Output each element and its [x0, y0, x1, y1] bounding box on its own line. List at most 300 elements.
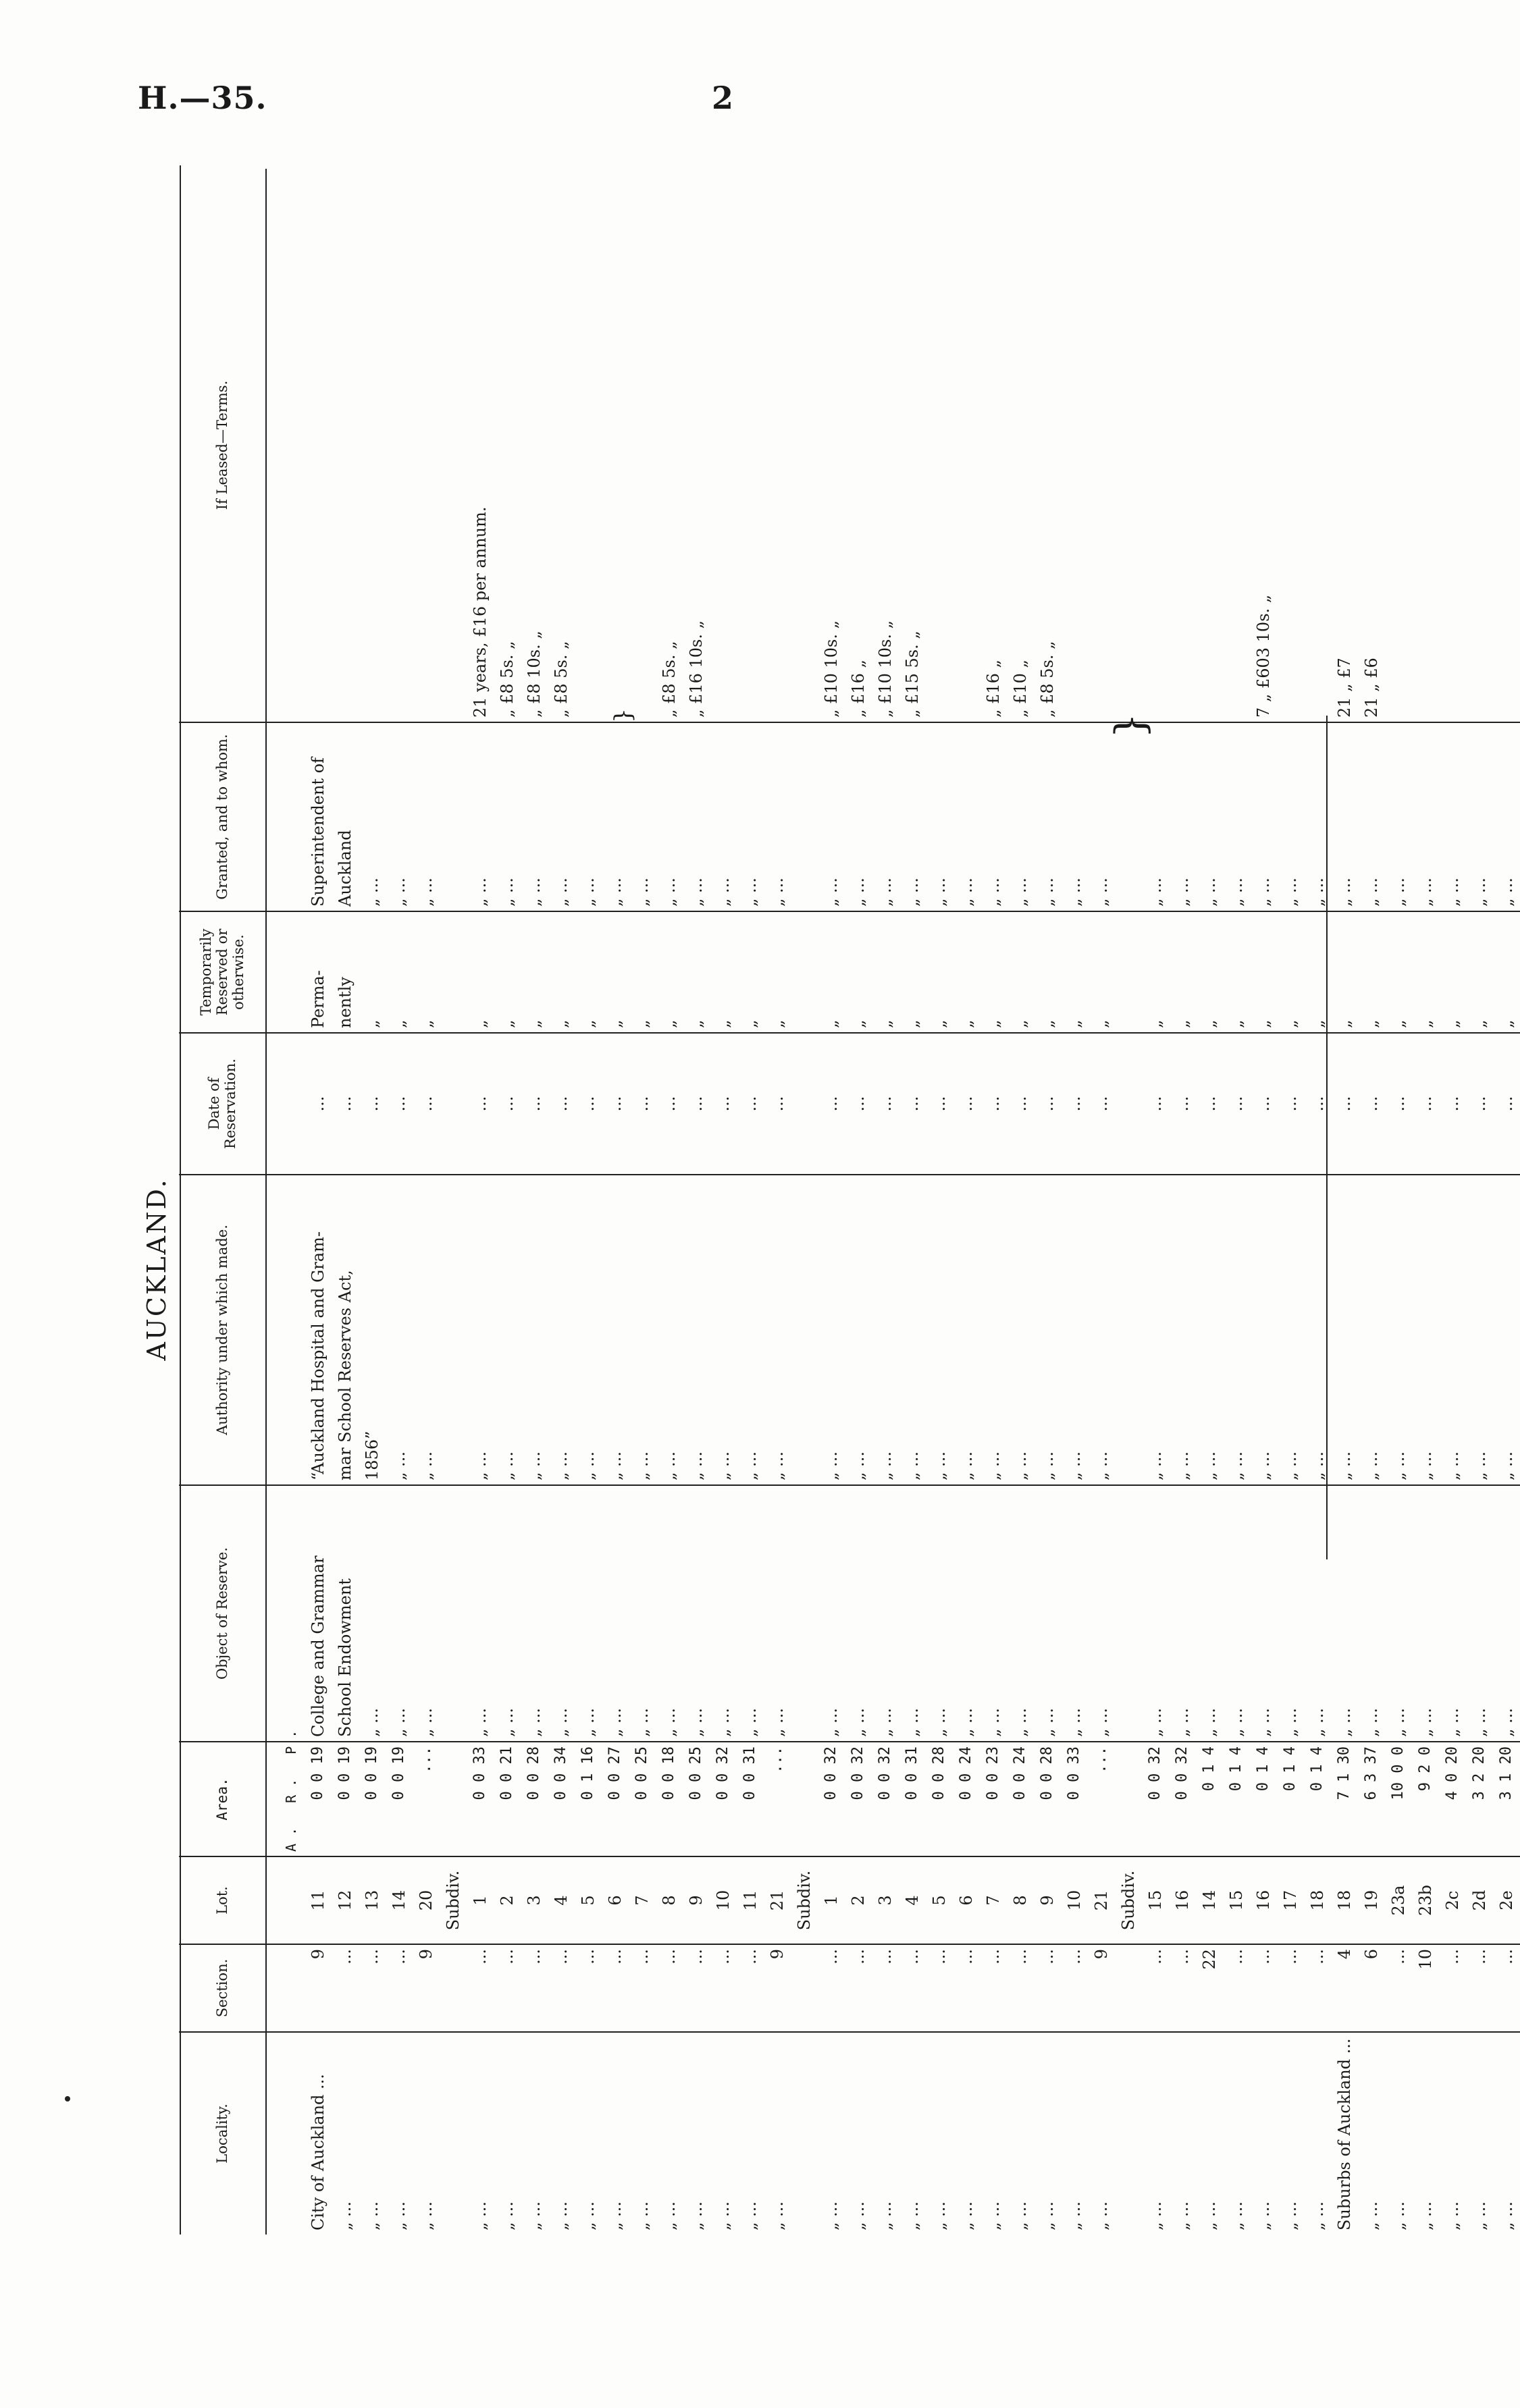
cell-date: ...	[872, 1033, 899, 1175]
cell-section: ...	[494, 1944, 521, 2032]
cell-temporarily: „	[1088, 911, 1115, 1033]
cell-lot: Subdiv.	[1115, 1856, 1142, 1944]
cell-area: 3 2 20	[1466, 1742, 1493, 1856]
cell-object: „ ...	[386, 1485, 413, 1742]
cell-date: ...	[467, 1033, 494, 1175]
cell-authority: „ ...	[872, 1175, 899, 1485]
cell-area: 0 0 33	[1061, 1742, 1088, 1856]
cell-lot: 6	[602, 1856, 629, 1944]
cell-temporarily: „	[1250, 911, 1277, 1033]
cell-terms	[629, 169, 656, 722]
cell-date: ...	[332, 1033, 359, 1175]
cell-terms: „ £10 „	[1011, 660, 1030, 718]
cell-section: ...	[683, 1944, 710, 2032]
cell-locality: „ ...	[359, 2032, 386, 2235]
cell-date: ...	[602, 1033, 629, 1175]
cell-section: 9	[1088, 1944, 1115, 2032]
cell-date: ...	[1493, 1033, 1520, 1175]
cell-authority: „ ...	[1358, 1175, 1385, 1485]
cell-area: 0 1 4	[1250, 1742, 1277, 1856]
cell-section: ...	[737, 1944, 764, 2032]
column-header-object: Object of Reserve.	[179, 1485, 266, 1742]
cell-section: 6	[1358, 1944, 1385, 2032]
cell-temporarily: „	[926, 911, 953, 1033]
cell-authority: „ ...	[494, 1175, 521, 1485]
cell-authority: „ ...	[629, 1175, 656, 1485]
cell-section: ...	[1304, 1944, 1331, 2032]
column-header-lot: Lot.	[179, 1856, 266, 1944]
table-row	[332, 169, 359, 2235]
cell-terms: „ £10 10s. „	[822, 620, 841, 718]
cell-terms	[791, 169, 818, 722]
cell-object: „ ...	[413, 1485, 440, 1742]
cell-temporarily: „	[359, 911, 386, 1033]
cell-temporarily: „	[1493, 911, 1520, 1033]
cell-date: ...	[1250, 1033, 1277, 1175]
cell-section	[1115, 1944, 1142, 2032]
cell-area: ...	[413, 1742, 440, 1856]
cell-locality: „ ...	[1007, 2032, 1034, 2235]
cell-area: 0 0 31	[737, 1742, 764, 1856]
cell-area: 0 0 34	[548, 1742, 575, 1856]
cell-area: 3 1 20	[1493, 1742, 1520, 1856]
cell-area: 0 0 31	[899, 1742, 926, 1856]
cell-locality: Suburbs of Auckland ...	[1331, 2032, 1358, 2235]
cell-date: ...	[737, 1033, 764, 1175]
cell-temporarily: „	[1196, 911, 1223, 1033]
column-header-date: Date of Reservation.	[179, 1033, 266, 1175]
column-header-temporarily: Temporarily Reserved or otherwise.	[179, 911, 266, 1033]
table-header-row	[179, 169, 266, 2235]
cell-object: „ ...	[737, 1485, 764, 1742]
table-row	[710, 169, 737, 2235]
cell-area: ...	[1088, 1742, 1115, 1856]
cell-date	[1115, 1033, 1142, 1175]
cell-section: ...	[359, 1944, 386, 2032]
cell-object: „ ...	[1277, 1485, 1304, 1742]
cell-area: 0 0 28	[926, 1742, 953, 1856]
cell-section: ...	[710, 1944, 737, 2032]
cell-authority: „ ...	[1304, 1175, 1331, 1485]
cell-granted: „ ...	[926, 722, 953, 911]
cell-terms: 21 „ £7	[1335, 658, 1354, 718]
cell-section: ...	[629, 1944, 656, 2032]
cell-section: 10	[1412, 1944, 1439, 2032]
brace-mark: }	[609, 708, 637, 723]
table-row	[1196, 169, 1223, 2235]
cell-date: ...	[926, 1033, 953, 1175]
cell-temporarily: „	[602, 911, 629, 1033]
cell-terms: 21 years, £16 per annum.	[471, 506, 490, 718]
cell-section: ...	[818, 1944, 845, 2032]
cell-lot: 18	[1331, 1856, 1358, 1944]
cell-authority: „ ...	[1493, 1175, 1520, 1485]
cell-authority: mar School Reserves Act,	[332, 1175, 359, 1485]
cell-object: „ ...	[953, 1485, 980, 1742]
cell-locality: „ ...	[494, 2032, 521, 2235]
cell-authority	[791, 1175, 818, 1485]
cell-date: ...	[1385, 1033, 1412, 1175]
cell-authority: „ ...	[413, 1175, 440, 1485]
reserves-table-rotated	[179, 169, 1516, 2235]
cell-granted: „ ...	[1169, 722, 1196, 911]
cell-locality: „ ...	[737, 2032, 764, 2235]
cell-object: „ ...	[575, 1485, 602, 1742]
cell-temporarily: „	[899, 911, 926, 1033]
table-row	[494, 169, 521, 2235]
cell-section: ...	[845, 1944, 872, 2032]
cell-granted: „ ...	[1331, 722, 1358, 911]
cell-section: ...	[575, 1944, 602, 2032]
page-number: 2	[712, 80, 734, 116]
cell-granted: „ ...	[980, 722, 1007, 911]
cell-lot: 8	[1007, 1856, 1034, 1944]
cell-object: „ ...	[521, 1485, 548, 1742]
column-header-authority: Authority under which made.	[179, 1175, 266, 1485]
cell-area: 0 0 32	[710, 1742, 737, 1856]
table-row	[791, 169, 818, 2235]
cell-object: „ ...	[359, 1485, 386, 1742]
table-row	[1142, 169, 1169, 2235]
cell-lot: 2d	[1466, 1856, 1493, 1944]
cell-granted: Superintendent of	[305, 722, 332, 911]
cell-terms	[1223, 169, 1250, 722]
cell-terms	[926, 169, 953, 722]
cell-granted: „ ...	[953, 722, 980, 911]
cell-lot: 3	[872, 1856, 899, 1944]
table-row	[413, 169, 440, 2235]
cell-area: 0 0 25	[629, 1742, 656, 1856]
cell-terms: „ £8 5s. „	[498, 641, 517, 718]
cell-lot: 12	[332, 1856, 359, 1944]
cell-lot: 11	[737, 1856, 764, 1944]
cell-date: ...	[683, 1033, 710, 1175]
cell-granted: „ ...	[1412, 722, 1439, 911]
cell-locality: „ ...	[683, 2032, 710, 2235]
cell-lot: 3	[521, 1856, 548, 1944]
cell-object: „ ...	[980, 1485, 1007, 1742]
table-row	[521, 169, 548, 2235]
cell-locality: „ ...	[1169, 2032, 1196, 2235]
cell-date: ...	[629, 1033, 656, 1175]
table-row	[1007, 169, 1034, 2235]
cell-area: 7 1 30	[1331, 1742, 1358, 1856]
cell-authority: „ ...	[818, 1175, 845, 1485]
cell-section: ...	[332, 1944, 359, 2032]
cell-terms	[764, 169, 791, 722]
cell-granted: „ ...	[710, 722, 737, 911]
cell-terms: „ £16 „	[984, 660, 1003, 718]
cell-object: „ ...	[1250, 1485, 1277, 1742]
table-row	[1304, 169, 1331, 2235]
cell-object: „ ...	[710, 1485, 737, 1742]
cell-terms: „ £16 „	[849, 660, 868, 718]
cell-date: ...	[1142, 1033, 1169, 1175]
cell-temporarily: „	[494, 911, 521, 1033]
cell-temporarily: „	[521, 911, 548, 1033]
cell-locality: „ ...	[548, 2032, 575, 2235]
cell-granted: „ ...	[1358, 722, 1385, 911]
cell-authority: „ ...	[521, 1175, 548, 1485]
cell-temporarily: „	[1034, 911, 1061, 1033]
cell-area: 0 0 28	[521, 1742, 548, 1856]
cell-temporarily: „	[1412, 911, 1439, 1033]
cell-temporarily: „	[629, 911, 656, 1033]
cell-temporarily	[440, 911, 467, 1033]
cell-locality: „ ...	[1358, 2032, 1385, 2235]
cell-locality: „ ...	[1142, 2032, 1169, 2235]
cell-lot: 8	[656, 1856, 683, 1944]
cell-authority: „ ...	[953, 1175, 980, 1485]
region-title: AUCKLAND.	[142, 1177, 172, 1361]
cell-object: „ ...	[1439, 1485, 1466, 1742]
cell-section: ...	[386, 1944, 413, 2032]
cell-terms	[413, 169, 440, 722]
cell-granted: Auckland	[332, 722, 359, 911]
cell-area: 0 0 24	[953, 1742, 980, 1856]
cell-date: ...	[548, 1033, 575, 1175]
cell-section: ...	[1385, 1944, 1412, 2032]
cell-locality: „ ...	[1034, 2032, 1061, 2235]
table-row	[1223, 169, 1250, 2235]
cell-object: „ ...	[1007, 1485, 1034, 1742]
cell-section: ...	[1493, 1944, 1520, 2032]
cell-section: ...	[1466, 1944, 1493, 2032]
cell-granted	[1115, 722, 1142, 911]
cell-lot: 10	[710, 1856, 737, 1944]
cell-terms	[332, 169, 359, 722]
cell-temporarily: „	[467, 911, 494, 1033]
cell-authority: „ ...	[467, 1175, 494, 1485]
cell-granted: „ ...	[359, 722, 386, 911]
cell-granted: „ ...	[818, 722, 845, 911]
cell-lot: 18	[1304, 1856, 1331, 1944]
cell-lot: 17	[1277, 1856, 1304, 1944]
cell-terms	[1304, 169, 1331, 722]
cell-locality: „ ...	[980, 2032, 1007, 2235]
cell-authority: „ ...	[710, 1175, 737, 1485]
cell-section: ...	[521, 1944, 548, 2032]
cell-temporarily: nently	[332, 911, 359, 1033]
cell-object: „ ...	[683, 1485, 710, 1742]
cell-section: ...	[953, 1944, 980, 2032]
table-row	[980, 169, 1007, 2235]
cell-temporarily: „	[1223, 911, 1250, 1033]
cell-object: „ ...	[845, 1485, 872, 1742]
cell-temporarily	[791, 911, 818, 1033]
table-row	[1385, 169, 1412, 2235]
cell-granted: „ ...	[575, 722, 602, 911]
cell-temporarily: „	[1439, 911, 1466, 1033]
cell-locality: „ ...	[575, 2032, 602, 2235]
cell-section: 9	[305, 1944, 332, 2032]
cell-authority: „ ...	[1169, 1175, 1196, 1485]
cell-section: ...	[899, 1944, 926, 2032]
cell-temporarily: „	[683, 911, 710, 1033]
cell-date: ...	[899, 1033, 926, 1175]
cell-area	[1115, 1742, 1142, 1856]
table-row	[629, 169, 656, 2235]
cell-object: „ ...	[1385, 1485, 1412, 1742]
cell-area: 0 0 23	[980, 1742, 1007, 1856]
cell-date: ...	[953, 1033, 980, 1175]
cell-authority: „ ...	[926, 1175, 953, 1485]
cell-temporarily: Perma-	[305, 911, 332, 1033]
cell-date: ...	[521, 1033, 548, 1175]
cell-temporarily: „	[818, 911, 845, 1033]
table-row	[764, 169, 791, 2235]
cell-temporarily: „	[710, 911, 737, 1033]
cell-section: ...	[1169, 1944, 1196, 2032]
cell-object: „ ...	[1169, 1485, 1196, 1742]
cell-terms	[575, 169, 602, 722]
cell-date: ...	[494, 1033, 521, 1175]
table-row	[467, 169, 494, 2235]
cell-section: ...	[656, 1944, 683, 2032]
cell-authority: „ ...	[1007, 1175, 1034, 1485]
cell-section: ...	[1277, 1944, 1304, 2032]
cell-lot: 21	[1088, 1856, 1115, 1944]
cell-date: ...	[1277, 1033, 1304, 1175]
cell-section: ...	[926, 1944, 953, 2032]
cell-terms	[1169, 169, 1196, 722]
cell-lot: Subdiv.	[791, 1856, 818, 1944]
cell-date: ...	[413, 1033, 440, 1175]
cell-granted: „ ...	[548, 722, 575, 911]
cell-object: „ ...	[1223, 1485, 1250, 1742]
cell-date: ...	[1358, 1033, 1385, 1175]
cell-area: 0 0 19	[386, 1742, 413, 1856]
cell-temporarily: „	[1358, 911, 1385, 1033]
cell-lot: 15	[1142, 1856, 1169, 1944]
cell-granted: „ ...	[1439, 722, 1466, 911]
cell-granted: „ ...	[521, 722, 548, 911]
cell-object: „ ...	[872, 1485, 899, 1742]
cell-lot: 4	[899, 1856, 926, 1944]
cell-lot: 20	[413, 1856, 440, 1944]
cell-temporarily: „	[548, 911, 575, 1033]
table-row	[1412, 169, 1439, 2235]
cell-lot: 16	[1169, 1856, 1196, 1944]
cell-temporarily: „	[980, 911, 1007, 1033]
cell-section: ...	[980, 1944, 1007, 2032]
cell-authority: „ ...	[575, 1175, 602, 1485]
cell-temporarily: „	[872, 911, 899, 1033]
cell-temporarily: „	[1466, 911, 1493, 1033]
cell-authority: 1856”	[359, 1175, 386, 1485]
cell-area: ...	[764, 1742, 791, 1856]
cell-date: ...	[1088, 1033, 1115, 1175]
cell-area: 0 0 19	[359, 1742, 386, 1856]
cell-lot: 5	[575, 1856, 602, 1944]
cell-temporarily: „	[386, 911, 413, 1033]
cell-object: „ ...	[818, 1485, 845, 1742]
cell-date: ...	[764, 1033, 791, 1175]
cell-terms	[1196, 169, 1223, 722]
cell-temporarily: „	[656, 911, 683, 1033]
cell-date: ...	[710, 1033, 737, 1175]
cell-terms	[602, 169, 629, 722]
cell-terms	[1439, 169, 1466, 722]
cell-object: „ ...	[899, 1485, 926, 1742]
cell-temporarily: „	[1169, 911, 1196, 1033]
cell-temporarily: „	[845, 911, 872, 1033]
ink-speck	[65, 2096, 70, 2102]
cell-authority: „ ...	[980, 1175, 1007, 1485]
cell-locality: „ ...	[386, 2032, 413, 2235]
cell-area: 0 0 27	[602, 1742, 629, 1856]
cell-section: 9	[413, 1944, 440, 2032]
cell-area: 0 1 16	[575, 1742, 602, 1856]
cell-terms: 7 „ £603 10s. „	[1254, 594, 1273, 718]
cell-locality: „ ...	[629, 2032, 656, 2235]
cell-locality: „ ...	[1412, 2032, 1439, 2235]
cell-lot: 1	[467, 1856, 494, 1944]
cell-object: „ ...	[1142, 1485, 1169, 1742]
cell-locality: „ ...	[1196, 2032, 1223, 2235]
cell-locality: „ ...	[602, 2032, 629, 2235]
cell-object: „ ...	[548, 1485, 575, 1742]
cell-lot: 2c	[1439, 1856, 1466, 1944]
table-row	[845, 169, 872, 2235]
cell-terms	[386, 169, 413, 722]
cell-terms	[1277, 169, 1304, 722]
cell-granted: „ ...	[602, 722, 629, 911]
cell-lot: 7	[629, 1856, 656, 1944]
cell-object: „ ...	[1358, 1485, 1385, 1742]
cell-area: 0 0 18	[656, 1742, 683, 1856]
cell-granted: „ ...	[1007, 722, 1034, 911]
cell-object: „ ...	[467, 1485, 494, 1742]
cell-granted: „ ...	[1142, 722, 1169, 911]
cell-locality: „ ...	[818, 2032, 845, 2235]
cell-temporarily: „	[1331, 911, 1358, 1033]
cell-authority: „ ...	[1250, 1175, 1277, 1485]
cell-date: ...	[818, 1033, 845, 1175]
area-units-row	[266, 169, 305, 2235]
cell-temporarily: „	[737, 911, 764, 1033]
cell-object: „ ...	[764, 1485, 791, 1742]
cell-section: ...	[1250, 1944, 1277, 2032]
cell-area: 0 1 4	[1304, 1742, 1331, 1856]
table-row	[1061, 169, 1088, 2235]
cell-locality: „ ...	[1250, 2032, 1277, 2235]
cell-lot: 2	[845, 1856, 872, 1944]
cell-lot: 9	[683, 1856, 710, 1944]
table-body	[266, 169, 1520, 2235]
cell-section: ...	[602, 1944, 629, 2032]
cell-authority: „ ...	[386, 1175, 413, 1485]
cell-date: ...	[980, 1033, 1007, 1175]
cell-temporarily: „	[1385, 911, 1412, 1033]
cell-date: ...	[1439, 1033, 1466, 1175]
cell-locality: „ ...	[1385, 2032, 1412, 2235]
cell-granted: „ ...	[1466, 722, 1493, 911]
cell-date: ...	[359, 1033, 386, 1175]
cell-object: „ ...	[1304, 1485, 1331, 1742]
cell-object: „ ...	[629, 1485, 656, 1742]
cell-terms	[1385, 169, 1412, 722]
cell-section: 4	[1331, 1944, 1358, 2032]
cell-date: ...	[656, 1033, 683, 1175]
cell-object: „ ...	[1061, 1485, 1088, 1742]
cell-locality: „ ...	[1304, 2032, 1331, 2235]
table-row	[953, 169, 980, 2235]
cell-terms	[1412, 169, 1439, 722]
cell-section: ...	[872, 1944, 899, 2032]
table-row	[1250, 169, 1277, 2235]
cell-granted: „ ...	[1277, 722, 1304, 911]
